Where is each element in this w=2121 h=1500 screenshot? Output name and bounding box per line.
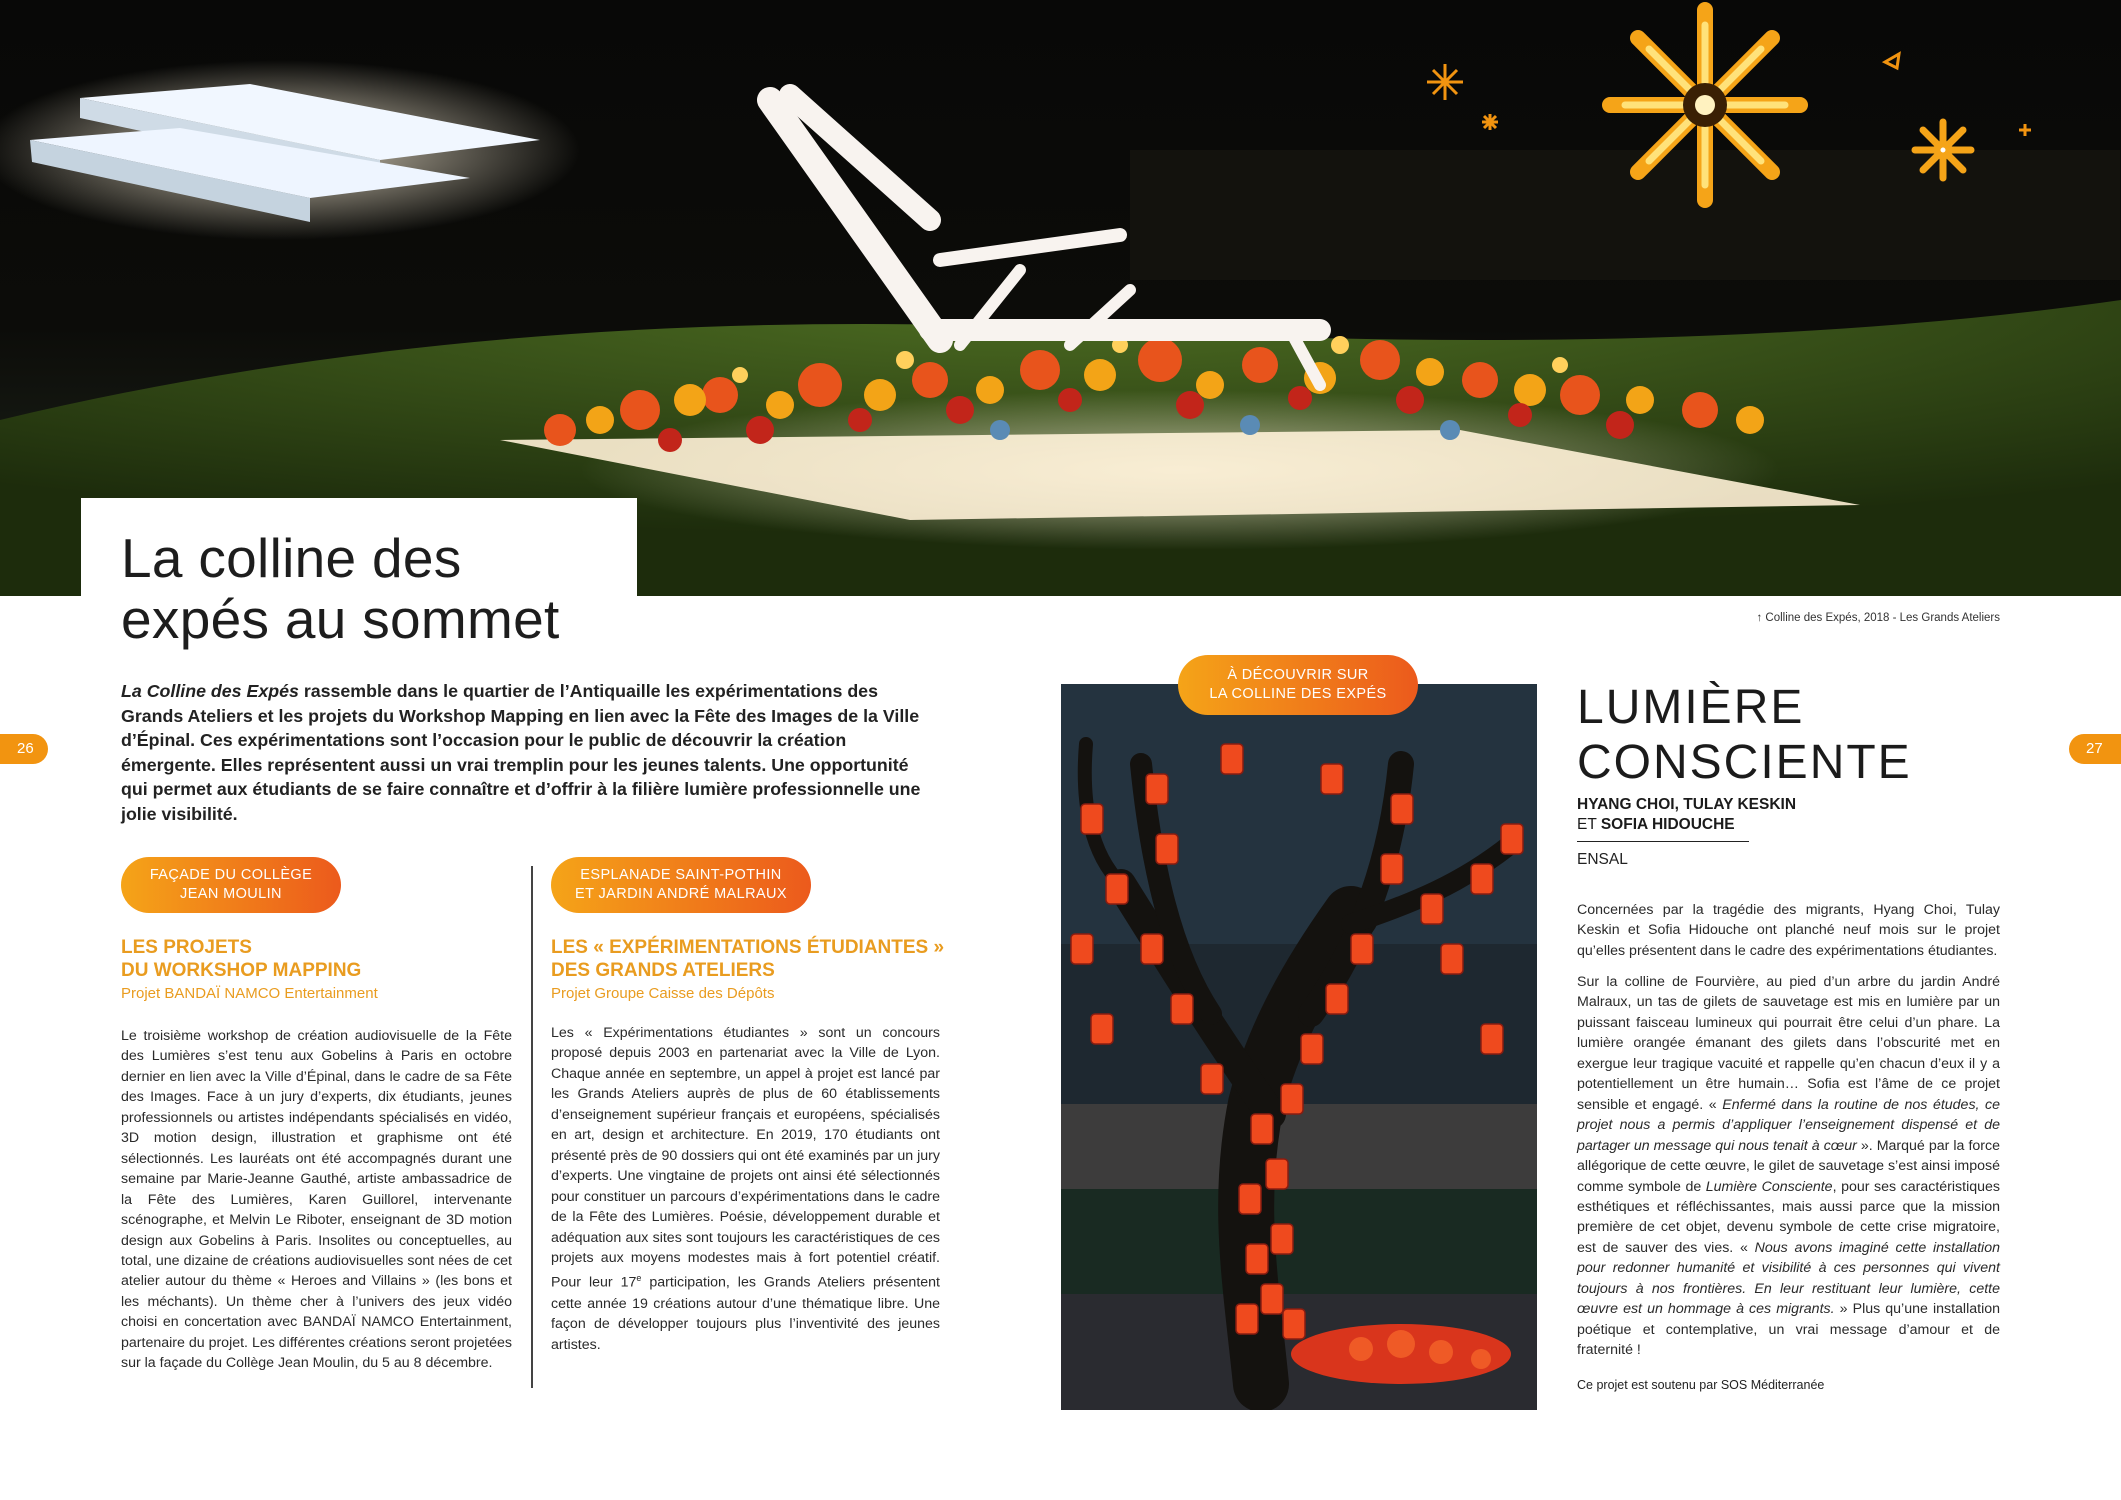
location-pill-college: FAÇADE DU COLLÈGE JEAN MOULIN xyxy=(121,857,341,913)
workshop-body: Le troisième workshop de création audiovisuelle de la Fête des Lumières s’est tenu aux Gobelins à Paris en octobre dernier en lien avec la Ville d’Épinal, dans le cadre de sa Fête des Images. Face à un jury d’experts, dix étudiants, jeunes professionnels ou artistes indépendants spécialisés en vidéo, 3D motion design, illustration et graphisme ont été sélectionnés. Les lauréats ont été accompagnés durant une semaine par Marie-Jeanne Gauthé, artiste ambassadrice de la Fête des Lumières, Karen Guillorel, intervenante scénographe, et Melvin Le Riboter, enseignant de 3D motion design aux Gobelins à Paris. Insolites ou conceptuelles, au total, une dizaine de créations audiovisuelles sont nées de cet atelier autour du thème « Heroes and Villains » (les bons et les méchants). Un thème cher à l’univers des jeux vidéo choisi en concertation avec BANDAÏ NAMCO Entertainment, partenaire du projet. Les différentes créations seront projetées sur la façade du Collège Jean Moulin, du 5 au 8 décembre. xyxy=(121,1028,512,1372)
feature-body: Sur la colline de Fourvière, au pied d’un arbre du jardin André Malraux, un tas de gilets de sauvetage est mis en lumière par un puissant faisceau lumineux qui pourrait être celui d’un phare. La lumière orangée émanant des gilets dans l’obscurité met en exergue leur tragique vacuité et rappelle qu’en chacun d’eux il y a potentiellement un être humain… Sofia est l’âme de ce projet sensible et engagé. « Enfermé dans la routine de nos études, ce projet nous a permis d’appliquer l’enseignement dispensé et de partager un message qui nous tenait à cœur ». Marqué par la force allégorique de cette œuvre, le gilet de sauvetage s’est ainsi imposé comme symbole de Lumière Consciente, pour ses caractéristiques esthétiques et réfléchissantes, mais aussi parce que la mission première de cet objet, devenu symbole de cette crise migratoire, est de sauver des vies. « Nous avons imaginé cette installation pour redonner humanité et visibilité à ces personnes qui vivent toujours à nos frontières. En leur restituant leur lumière, cette œuvre est un hommage à ces migrants. » Plus qu’une installation poétique et contemplative, un vrai message d’amour et de fraternité ! xyxy=(1577,974,2001,1359)
page-title: La colline des expés au sommet xyxy=(121,527,560,650)
page-number-left: 26 xyxy=(0,734,48,764)
photo-caption: ↑ Colline des Expés, 2018 - Les Grands Ateliers xyxy=(1756,612,2000,624)
tree-painting xyxy=(1061,684,1537,1410)
location-pill-esplanade: ESPLANADE SAINT-POTHIN ET JARDIN ANDRÉ MALRAUX xyxy=(551,857,811,913)
experiments-subheading: Projet Groupe Caisse des Dépôts xyxy=(551,985,775,1002)
painting-illustration xyxy=(1061,684,1537,1410)
title-box xyxy=(81,498,637,678)
workshop-subheading: Projet BANDAÏ NAMCO Entertainment xyxy=(121,985,378,1002)
feature-title: LUMIÈRE CONSCIENTE xyxy=(1577,681,1912,789)
page-number-right: 27 xyxy=(2069,734,2121,764)
intro-paragraph: La Colline des Expés rassemble dans le quartier de l’Antiquaille les expérimentations des Grands Ateliers et les projets du Workshop Mapping en lien avec la Fête des Images de la Ville d’Épinal. Ces expérimentations sont l’occasion pour le public de découvrir la création émergente. Elles représentent aussi un vrai tremplin pour les jeunes talents. Une opportunité qui permet aux étudiants de se faire connaître et d’offrir à la filière lumière professionnelle une jolie visibilité. xyxy=(121,681,921,824)
experiments-heading: LES « EXPÉRIMENTATIONS ÉTUDIANTES » DES GRANDS ATELIERS xyxy=(551,937,945,981)
feature-authors: HYANG CHOI, TULAY KESKIN ET SOFIA HIDOUCHE xyxy=(1577,796,1797,833)
support-note: Ce projet est soutenu par SOS Méditerranée xyxy=(1577,1378,1825,1392)
feature-school: ENSAL xyxy=(1577,851,1628,868)
small-star-ornament xyxy=(1915,122,1971,178)
column-divider xyxy=(531,866,533,1388)
feature-intro: Concernées par la tragédie des migrants, Hyang Choi, Tulay Keskin et Sofia Hidouche ont planché neuf mois sur le projet qu’elles présentent dans le cadre des expérimentations étudiantes. xyxy=(1577,902,2000,959)
workshop-heading: LES PROJETS DU WORKSHOP MAPPING xyxy=(121,937,362,981)
discover-badge: À DÉCOUVRIR SUR LA COLLINE DES EXPÉS xyxy=(1178,655,1418,715)
light-blocks xyxy=(0,60,580,240)
authors-rule xyxy=(1577,841,1749,842)
star-ornament xyxy=(1610,10,1800,200)
experiments-body: Les « Expérimentations étudiantes » sont un concours proposé depuis 2003 en partenariat avec la Ville de Lyon. Chaque année en septembre, un appel à projet est lancé par les Grands Ateliers auprès de plus de 60 établissements d’enseignement supérieur français et européens, spécialisés en art, design et architecture. En 2019, 170 étudiants ont présenté près de 90 dossiers qui ont été examinés par un jury d’experts. Une vingtaine de projets ont ainsi été sélectionnés pour constituer un parcours d’expérimentations dans le cadre de la Fête des Lumières. Poésie, développement durable et adéquation aux sites sont toujours les caractéristiques de ces projets aux moyens modestes mais à fort potentiel créatif. Pour leur 17e participation, les Grands Ateliers présentent cette année 19 créations autour d’une thématique libre. Une façon de développer toujours plus l’inventivité des jeunes artistes. xyxy=(551,1025,940,1353)
